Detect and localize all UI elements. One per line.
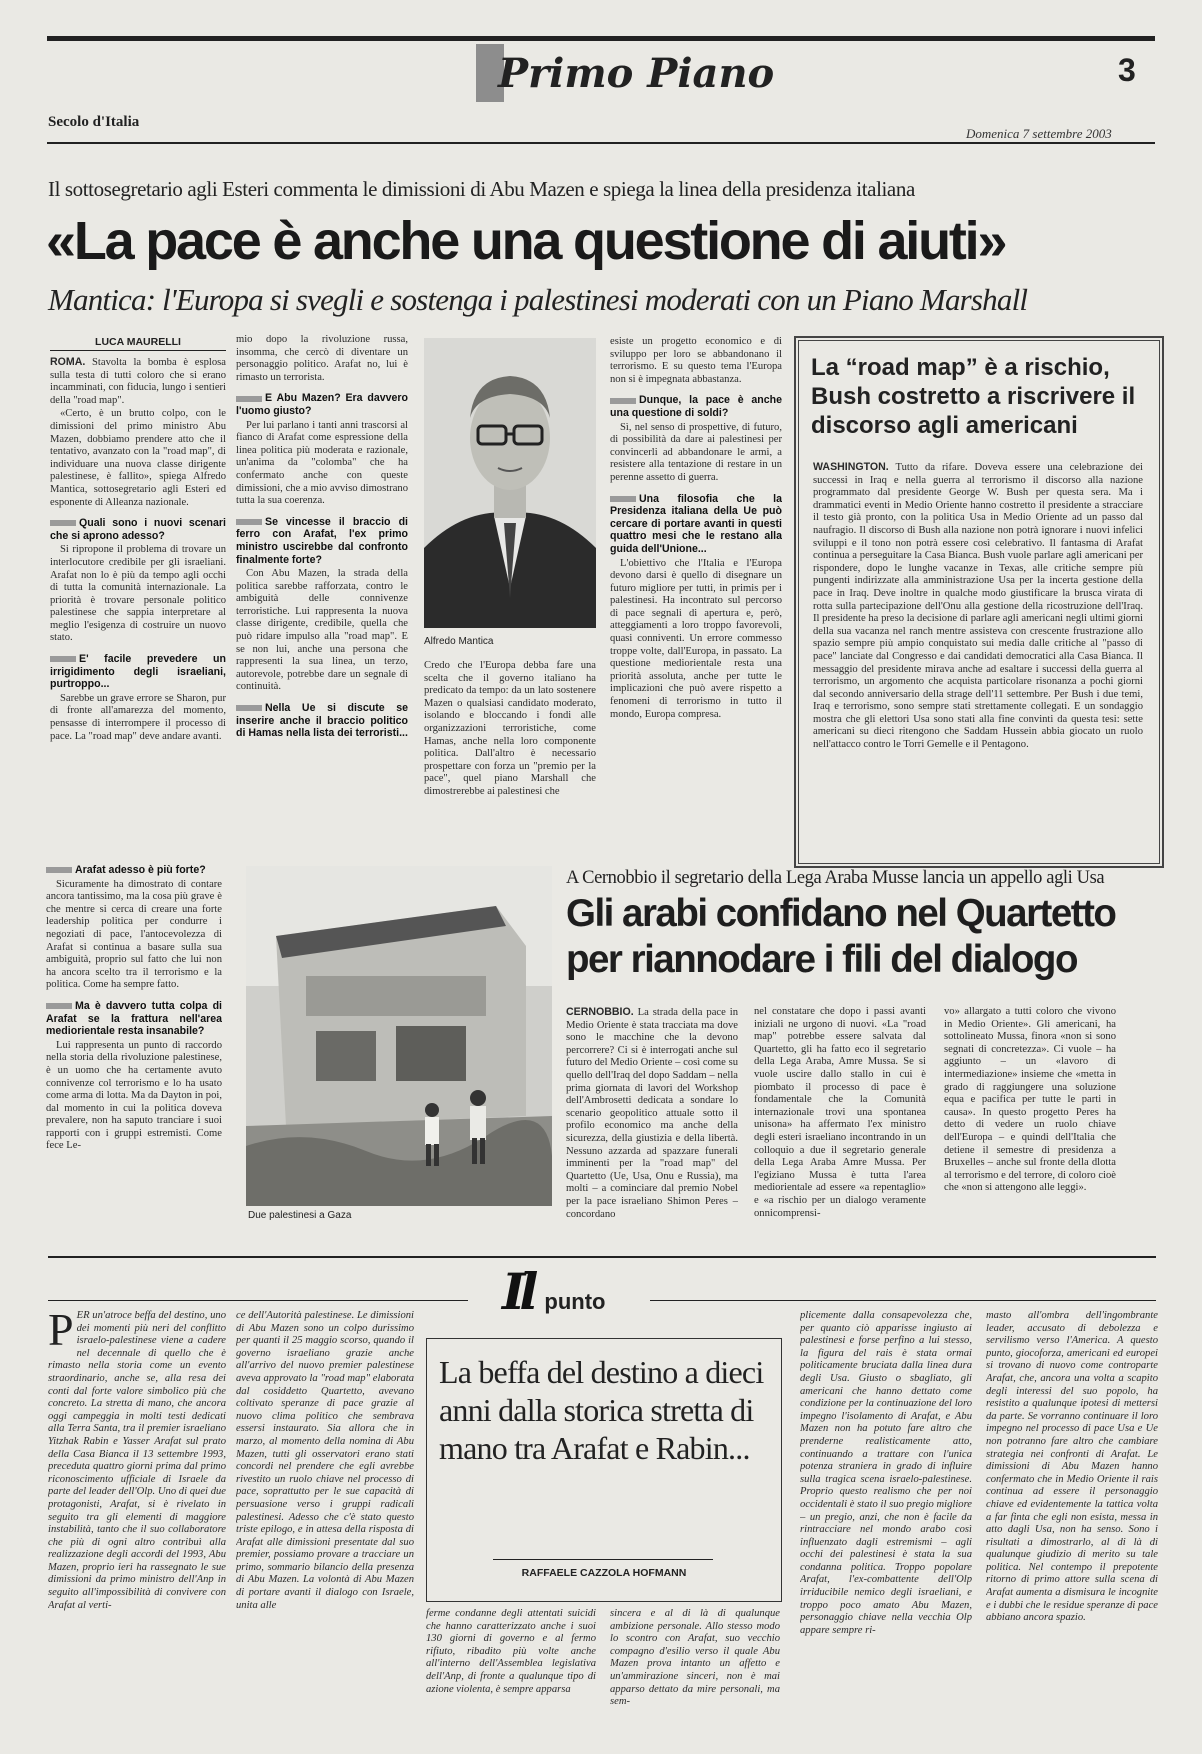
punto-rule-left	[48, 1300, 468, 1301]
gaza-photo-caption: Due palestinesi a Gaza	[248, 1210, 352, 1221]
main-col-2: mio dopo la rivoluzione russa, insomma, che cercò di diventare un personaggio politico. Arafat no, lui è rimasto un terrorista. E Abu Mazen? Era davvero l'uomo giusto? Per lui parlano i tanti anni trascorsi al fianco di Arafat come espressione della linea politica più moderata e razionale, un'anima da "colomba" che ha confermato anche con queste dimissioni, che a mio avviso dimostrano tutta la sua coerenza. Se vincesse il braccio di ferro con Arafat, l'ex primo ministro uscirebbe dal confronto finalmente forte? Con Abu Mazen, la strada della politica sarebbe rafforzata, contro le ambiguità delle connivenze terroristiche. Lui rappresenta la nuova classe dirigente, credibile, quella che può ridare impulso alla "road map". E se non lui, anche una persona che rappresenti la sua linea, un terzo, autorevole, potrebbe dare un segnale di continuità. Nella Ue si discute se inserire anche il braccio politico di Hamas nella lista dei terroristi...	[236, 334, 408, 740]
punto-author-rule	[493, 1559, 713, 1560]
author-rule	[50, 350, 226, 351]
punto-col-2: ce dell'Autorità palestinese. Le dimissioni di Abu Mazen sono un colpo durissimo per quanti il 25 maggio scorso, quando il governo israeliano grazie anche all'arrivo del nuovo premier palestinese aveva approvato la "road map" elaborata dal cosiddetto Quartetto, avevano coltivato speranze di pace grazie al nuovo clima politico che sembrava essersi instaurato. Sia allora che in marzo, al momento della nomina di Abu Mazen, tutti gli osservatori erano stati concordi nel prendere che egli avrebbe rivestito un ruolo chiave nel processo di pace, soprattutto per le sue capacità di persuasione verso i gruppi radicali palestinesi. Adesso che c'è stato questo triste epilogo, e in attesa della risposta di Arafat alle dimissioni presentate dal suo premier, possiamo provare a tracciare un primo, sommario bilancio della presenza di Abu Mazen. La volontà di Abu Mazen di portare avanti il dialogo con Israele, unita alle	[236, 1310, 414, 1611]
main-headline: «La pace è anche una questione di aiuti»	[46, 211, 1006, 271]
issue-date: Domenica 7 settembre 2003	[966, 126, 1112, 141]
mantica-photo-caption: Alfredo Mantica	[424, 636, 494, 647]
punto-col-6: masto all'ombra dell'ingombrante leader, accusato di debolezza e servilismo verso l'America. A questo punto, giocoforza, americani ed europei si trovano di nuovo come controparte Arafat, che, ancora una volta a scapito degli interessi del suo popolo, ha resistito a qualunque ipotesi di mettersi da parte. Se vorranno continuare il loro impegno nel processo di pace Usa e Ue non potranno fare altro che cambiare strategia nei confronti di Arafat. Le dimissioni di Abu Mazen hanno confermato che in Medio Oriente il rais continua ad essere il personaggio chiave ed evidentemente la tattica volta a far finta che egli non esista, messa in atto dagli Usa, non ha senso. Sono i risultati a dimostrarlo, al di là di qualunque giudizio di merito su tale politica. Nel contempo il prepotente ritorno di primo attore sulla scena di Arafat aumenta a dismisura le incognite e i dubbi che le residue speranze di pace abbiano ancora spazio.	[986, 1310, 1158, 1624]
box-body: WASHINGTON. Tutto da rifare. Doveva essere una celebrazione dei successi in Iraq e nella guerra al terrorismo il discorso alla nazione programmato dal presidente George W. Bush per questa sera. Ma i drammatici eventi in Medio Oriente hanno costretto il presidente a stracciare il testo già pronto, con la politica Usa in Medio Oriente ad un passo dal naufragio. Il discorso di Bush alla nazione non potrà ignorare i nuovi infelici sviluppi e il tono non potrà essere così celebrativo. Il fantasma di Arafat continua a perseguitare la Casa Bianca. Bush vuole parlare agli americani per rispondere, dopo le lunghe vacanze in Texas, alle critiche sempre più pungenti indirizzate alla amministrazione Usa per la incerta gestione della pace in Iraq. Deve inoltre in qualche modo giustificare la brusca virata di rotta sulla partecipazione dell'Onu alla gestione della ricostruzione dell'Iraq. Il presidente ha preso la decisione di parlare agli americani negli ultimi giorni della sua vacanza nel ranch mentre assisteva con crescente frustrazione allo spazio sempre più ampio conquistato sui media dalle critiche al "passo di pace" lanciate dal Congresso e dai candidati democratici alla Casa Bianca. Il messaggio del presidente mirava anche ad esaltare i successi della guerra al terrorismo, un argomento che acquista particolare risonanza a pochi giorni dal secondo anniversario della strage dell'11 settembre. Per Bush i due temi, Iraq e terrorismo, sono sempre stati strettamente collegati. E un sondaggio mostra che gli elettori Usa sono stati alla fine convinti da questa tesi: sette americani su dieci ritengono che Saddam Hussein abbia giocato un ruolo nell'attacco contro le Torri Gemelle e il Pentagono.	[813, 461, 1143, 751]
punto-rule-right	[650, 1300, 1156, 1301]
main-col-1-continued: Arafat adesso è più forte? Sicuramente ha dimostrato di contare ancora tantissimo, ma la cosa più grave è che mentre si cerca di creare una forte leadership politica per condurre i negoziati di pace, l'antocevolezza di Arafat si continua a basare sulla sua ambiguità, proprio sul fatto che lui non ha ancora scelto tra il terrorismo e la politica. Come ha sempre fatto. Ma è davvero tutta colpa di Arafat se la frattura nell'area mediorientale resta insanabile? Lui rappresenta un punto di raccordo nella storia della rivoluzione palestinese, è un uomo che ha certamente avuto connivenze col terrorismo e lo ha usato come arma di lotta. Ma da Dayton in poi, dal momento in cui la politica doveva prevalere, non ha saputo tranciare i suoi rapporti con i gruppi estremisti. Come fece Le-	[46, 864, 222, 1152]
punto-rule-top	[48, 1256, 1156, 1258]
section-title: Primo Piano	[476, 44, 774, 104]
mantica-photo	[424, 338, 596, 628]
punto-logo	[502, 1262, 605, 1321]
punto-logo-word: punto	[544, 1289, 606, 1314]
box-headline: La “road map” è a rischio, Bush costretto a riscrivere il discorso agli americani	[811, 354, 1136, 439]
main-author: LUCA MAURELLI	[95, 336, 181, 348]
middle-col-3: vo» allargato a tutti coloro che vivono in Medio Oriente». Gli americani, ha sottolineato Mussa, finora «non si sono segnati di concretezza». Ci vuole – ha aggiunto – un «lavoro di intermediazione» insieme che «metta in grado di raggiungere una soluzione equa e pacifica per tutte le parti in causa». In questo progetto Peres ha detto di vedere un ruolo chiave dell'Europa – e quindi dell'Italia che detiene il semestre di presidenza a Bruxelles – anche sul fronte della dlotta al terrorismo e del terrore, di coloro cioè che «non si attengono alle leggi».	[944, 1006, 1116, 1194]
main-subheadline: Mantica: l'Europa si svegli e sostenga i palestinesi moderati con un Piano Marshall	[48, 282, 1028, 317]
middle-kicker: A Cernobbio il segretario della Lega Araba Musse lancia un appello agli Usa	[566, 868, 1105, 888]
punto-author: RAFFAELE CAZZOLA HOFMANN	[521, 1567, 687, 1579]
main-col-3: Credo che l'Europa debba fare una scelta che il governo italiano ha predicato da tempo: da un lato sostenere Mazen o qualsiasi candidato moderato, isolando e bloccando i fondi alle organizzazioni terroristiche, come Hamas, anche nella loro componente politica. Dall'altro è necessario prospettare con forza un "premio per la pace", quel piano Marshall che dimostrerebbe ai palestinesi che	[424, 660, 596, 797]
newspaper-name: Secolo d'Italia	[48, 114, 140, 130]
punto-col-1: P ER un'atroce beffa del destino, uno dei momenti più neri del conflitto israelo-palestinese viene a cadere nel decennale di quello che è rimasto nella storia come un evento straordinario, anche se, alla resa dei conti dal forte valore simbolico più che concreto. La stretta di mano, che ancora oggi campeggia in molti testi dedicati alla Terra Santa, tra il premier israeliano Yitzhak Rabin e Yasser Arafat sul prato della Casa Bianca il 13 settembre 1993, preceduta quattro giorni prima dal primo riconoscimento ufficiale di Israele da parte del leader dell'Olp. Uno di quei due protagonisti, Arafat, si è rivelato in seguito tra gli elementi di maggiore instabilità, tanto che il suo collaboratore che più di ogni altro contribuì alla realizzazione degli accordi del 1993, Abu Mazen, proprio ieri ha rassegnato le sue dimissioni da primo ministro dell'Anp in seguito all'impossibilità di convivere con Arafat al verti-	[48, 1310, 226, 1611]
page-number: 3	[1118, 52, 1136, 88]
road-map-box	[798, 340, 1160, 864]
main-col-1: ROMA. Stavolta la bomba è esplosa sulla testa di tutti coloro che si erano incamminati, con fiducia, lungo i sentieri della "road map". «Certo, è un brutto colpo, con le dimissioni del primo ministro Abu Mazen, dobbiamo prendere atto che il tentativo, avanzato con la "road map", di individuare una nuova classe dirigente palestinese, è fallito», spiega Alfredo Mantica, sottosegretario agli Esteri ed esponente di Alleanza nazionale. Quali sono i nuovi scenari che si aprono adesso? Si ripropone il problema di trovare un interlocutore credibile per gli israeliani. Arafat non lo è più da tempo agli occhi di tutta la comunità internazionale. La priorità è trovare personale politico palestinese che sappia interpretare al meglio l'esigenza di costruire un nuovo stato. E' facile prevedere un irrigidimento degli israeliani, purtroppo... Sarebbe un grave errore se Sharon, pur di fronte all'amarezza del momento, pensasse di interrompere il processo di pace. La "road map" deve andare avanti.	[50, 356, 226, 742]
main-col-4: esiste un progetto economico e di sviluppo per loro se abbandonano il terrorismo. E su questo tema l'Europa non si è impegnata abbastanza. Dunque, la pace è anche una questione di soldi? Sì, nel senso di prospettive, di futuro, di possibilità da dare ai palestinesi per convincerli ad abbandonare le armi, a resistere alla tentazione di restare in un perenne assetto di guerra. Una filosofia che la Presidenza italiana della Ue può cercare di portare avanti in questi quattro mesi che le restano alla guida dell'Unione... L'obiettivo che l'Italia e l'Europa devono darsi è quello di disegnare un futuro migliore per tutti, in primis per i palestinesi. Ha incontrato sul percorso di pace segnali di apertura e, però, atteggiamenti a loro troppo favorevoli, quasi conniventi. Un errore commesso troppe volte, dall'Europa, in passato. La questione mediorientale resta una priorità assoluta, anche per tutte le implicazioni che può avere rispetto a fenomeni di terrorismo in tutto il mondo, Europa compresa.	[610, 336, 782, 720]
punto-headline-box	[426, 1338, 782, 1602]
middle-col-2: nel constatare che dopo i passi avanti iniziali ne urgono di nuovi. «La "road map" potrebbe essere salvata dal Quartetto, gli ha fatto eco il segretario della Lega Araba, Amre Mussa. Se si vuole uscire dallo stallo in cui è piombato il processo di pace è fondamentale che la Comunità internazionale trovi una spontanea unisona» ha affermato l'ex ministro degli esteri israeliano incontrando in un colloquio a due il segretario generale della Lega Araba Amre Mussa. Per l'egiziano Mussa è tutta l'area mediorientale ad essere «a repentaglio» e «a rischio per un dialogo veramente onnicomprensi-	[754, 1006, 926, 1219]
top-rule	[47, 36, 1155, 41]
punto-dropcap: P	[48, 1310, 74, 1355]
punto-logo-letter: Il	[502, 1262, 533, 1321]
masthead-rule	[47, 142, 1155, 144]
middle-headline: Gli arabi confidano nel Quartetto per riannodare i fili del dialogo	[566, 892, 1116, 981]
punto-col-5: plicemente dalla consapevolezza che, per quanto ciò apparisse ingiusto ai palestinesi e forse perfino a lui stesso, la figura del rais è stata ormai politicamente bruciata dalla linea dura degli Usa. Giusto o sbagliato, gli americani che hanno dettato come condizione per la continuazione del loro impegno l'isolamento di Arafat, e Abu Mazen non ha potuto fare altro che prenderne realisticamente atto, continuando a trattare con l'unica potenza straniera in grado di influire sulla tragica scena israelo-palestinese. Proprio questo realismo che per noi occidentali è stato il suo pregio migliore – un pregio, anzi, che non è facile da rintracciare nel mondo arabo così influenzato dagli estremismi – agli occhi dei palestinesi è stata la sua condanna politica. Troppo popolare Arafat, l'ex-combattente dell'Olp irriducibile nemico degli israeliani, e troppo poco amato Abu Mazen, personaggio chiave nella vecchia Olp appare sempre ri-	[800, 1310, 972, 1636]
punto-col-3: ferme condanne degli attentati suicidi che hanno caratterizzato anche i suoi 130 giorni di governo e al fermo rifiuto, ribadito più volte anche all'interno dell'Assemblea legislativa dell'Anp, di fronte a qualunque tipo di azione violenta, è sempre apparsa	[426, 1608, 596, 1695]
punto-headline: La beffa del destino a dieci anni dalla storica stretta di mano tra Arafat e Rabin...	[439, 1354, 764, 1466]
gaza-photo	[246, 866, 552, 1206]
main-kicker: Il sottosegretario agli Esteri commenta le dimissioni di Abu Mazen e spiega la linea della presidenza italiana	[48, 177, 915, 201]
middle-col-1: CERNOBBIO. La strada della pace in Medio Oriente è stata tracciata ma dove sono le macchine che la devono percorrere? Ci si è interrogati anche sul futuro del Medio Oriente – così come su quello dell'Iraq del dopo Saddam – nella prima giornata di lavori del Workshop dell'Ambrosetti dedicata a sondare lo scenario geopolitico attuale sotto il profilo economico ma anche della sicurezza, della giustizia e della libertà. Nessuno azzarda ad spazzare funerali imminenti per la "road map" del Quartetto (Ue, Usa, Onu e Russia), ma molti – a cominciare dal premio Nobel per la pace israeliano Shimon Peres – concordano	[566, 1006, 738, 1220]
punto-col-4: sincera e al di là di qualunque ambizione personale. Allo stesso modo lo scontro con Arafat, suo vecchio compagno d'esilio verso il quale Abu Mazen prova intanto un affetto e un'ammirazione sinceri, non è mai apparso dettato da mire personali, ma sem-	[610, 1608, 780, 1708]
